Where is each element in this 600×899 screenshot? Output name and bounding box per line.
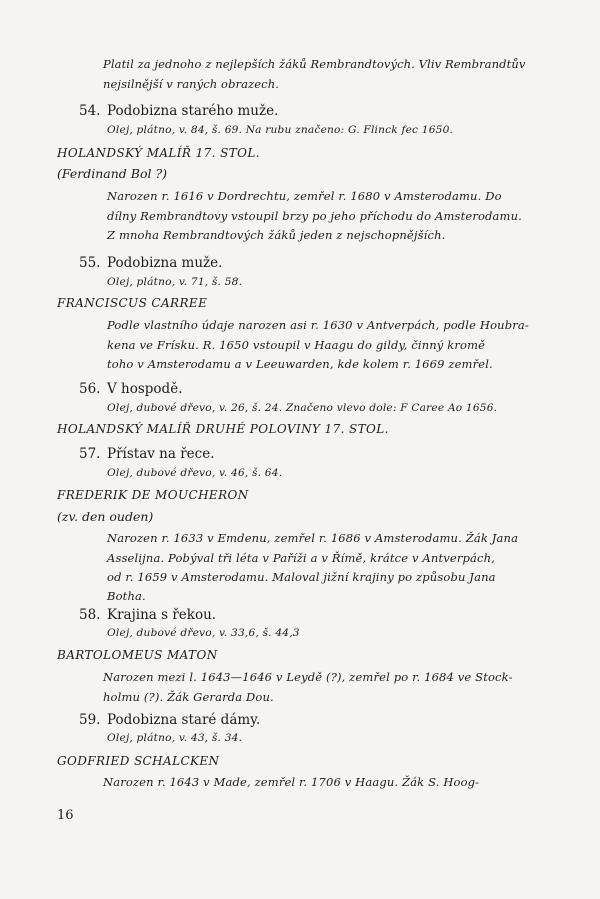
artist-heading: HOLANDSKÝ MALÍŘ 17. STOL. [57, 146, 260, 160]
bio-line: toho v Amsterodamu a v Leeuwarden, kde kolem r. 1669 zemřel. [107, 357, 493, 371]
artist-heading: GODFRIED SCHALCKEN [57, 754, 220, 768]
artist-alias: (zv. den ouden) [57, 509, 154, 524]
entry-title-59: Podobizna staré dámy. [107, 712, 261, 728]
artist-heading: BARTOLOMEUS MATON [57, 648, 218, 662]
intro-line-2: nejsilnější v raných obrazech. [103, 77, 279, 91]
entry-detail-59: Olej, plátno, v. 43, š. 34. [107, 732, 243, 744]
bio-line: Narozen r. 1633 v Emdenu, zemřel r. 1686 v Amsterodamu. Žák Jana [107, 531, 519, 545]
intro-line-1: Platil za jednoho z nejlepších žáků Rembrandtových. Vliv Rembrandtův [103, 57, 526, 71]
entry-number-58: 58. [79, 607, 101, 623]
artist-heading: FRANCISCUS CARREE [57, 296, 208, 310]
bio-line: Botha. [107, 589, 146, 603]
entry-title-54: Podobizna starého muže. [107, 103, 279, 119]
entry-number-59: 59. [79, 712, 101, 728]
bio-line: Narozen r. 1643 v Made, zemřel r. 1706 v Haagu. Žák S. Hoog- [103, 775, 480, 789]
entry-detail-58: Olej, dubové dřevo, v. 33,6, š. 44,3 [107, 627, 300, 639]
entry-title-58: Krajina s řekou. [107, 607, 217, 623]
bio-line: Podle vlastního údaje narozen asi r. 1630 v Antverpách, podle Houbra- [107, 318, 529, 332]
bio-line: Asselijna. Pobýval tři léta v Paříži a v Římě, krátce v Antverpách, [107, 551, 495, 565]
bio-line: dílny Rembrandtovy vstoupil brzy po jeho příchodu do Amsterodamu. [107, 209, 522, 223]
bio-line: kena ve Frísku. R. 1650 vstoupil v Haagu do gildy, činný kromě [107, 338, 486, 352]
bio-line: Narozen mezi l. 1643—1646 v Leydě (?), zemřel po r. 1684 ve Stock- [103, 670, 513, 684]
page-number: 16 [57, 808, 74, 823]
bio-line: Narozen r. 1616 v Dordrechtu, zemřel r. 1680 v Amsterodamu. Do [107, 189, 502, 203]
entry-number-56: 56. [79, 381, 101, 397]
bio-line: od r. 1659 v Amsterodamu. Maloval jižní krajiny po způsobu Jana [107, 570, 496, 584]
bio-line: holmu (?). Žák Gerarda Dou. [103, 690, 274, 704]
artist-heading: FREDERIK DE MOUCHERON [57, 488, 249, 502]
artist-heading: HOLANDSKÝ MALÍŘ DRUHÉ POLOVINY 17. STOL. [57, 422, 389, 436]
entry-title-56: V hospodě. [107, 381, 183, 397]
entry-detail-56: Olej, dubové dřevo, v. 26, š. 24. Značeno vlevo dole: F Caree Ao 1656. [107, 402, 498, 414]
entry-number-57: 57. [79, 446, 101, 462]
entry-detail-55: Olej, plátno, v. 71, š. 58. [107, 276, 243, 288]
artist-alias: (Ferdinand Bol ?) [57, 166, 168, 181]
entry-title-57: Přístav na řece. [107, 446, 215, 462]
entry-detail-57: Olej, dubové dřevo, v. 46, š. 64. [107, 467, 283, 479]
entry-title-55: Podobizna muže. [107, 255, 223, 271]
bio-line: Z mnoha Rembrandtových žáků jeden z nejschopnějších. [107, 228, 446, 242]
entry-detail-54: Olej, plátno, v. 84, š. 69. Na rubu značeno: G. Flinck fec 1650. [107, 124, 454, 136]
entry-number-54: 54. [79, 103, 101, 119]
entry-number-55: 55. [79, 255, 101, 271]
